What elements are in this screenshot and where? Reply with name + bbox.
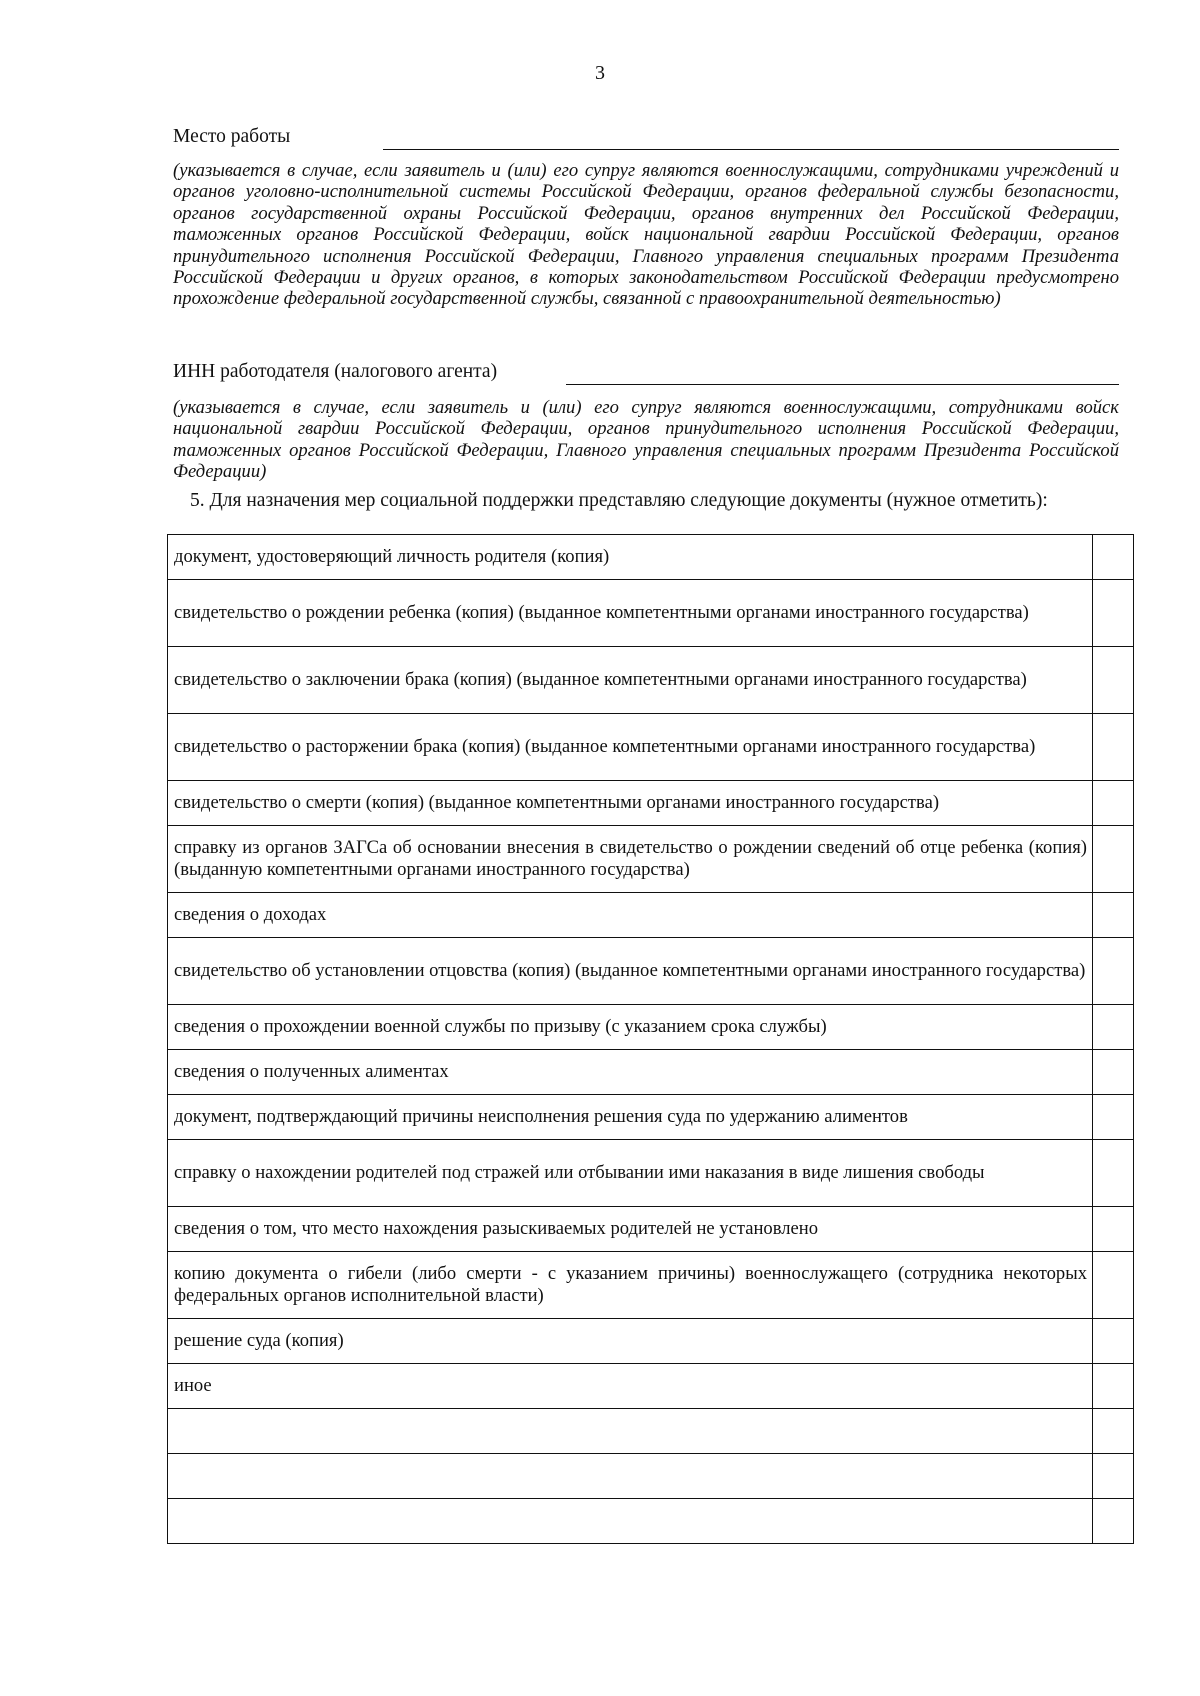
workplace-field[interactable]	[383, 149, 1119, 150]
document-checkbox[interactable]	[1093, 893, 1134, 938]
document-label: сведения о доходах	[168, 893, 1093, 938]
employer-inn-field[interactable]	[566, 384, 1119, 385]
document-row-blank	[168, 1499, 1134, 1544]
document-row	[168, 826, 1134, 893]
document-row	[168, 535, 1134, 580]
document-checkbox[interactable]	[1093, 1050, 1134, 1095]
document-label: свидетельство о рождении ребенка (копия) (выданное компетентными органами иностранного государства)	[168, 580, 1093, 647]
employer-inn-label: ИНН работодателя (налогового агента)	[173, 361, 498, 382]
document-row	[168, 580, 1134, 647]
section5-title: 5. Для назначения мер социальной поддержки представляю следующие документы (нужное отметить):	[190, 490, 1048, 511]
document-checkbox[interactable]	[1093, 1319, 1134, 1364]
employer-inn-note: (указывается в случае, если заявитель и (или) его супруг являются военнослужащими, сотрудниками войск национальной гвардии Российской Федерации, органов принудительного исполнения Российской Федерации, таможенных органов Российской Федерации, Главного управления специальных программ Президента Российской Федерации)	[173, 397, 1119, 483]
document-row	[168, 1319, 1134, 1364]
workplace-note: (указывается в случае, если заявитель и (или) его супруг являются военнослужащими, сотрудниками учреждений и органов уголовно-исполнительной системы Российской Федерации, органов федеральной службы безопасности, органов государственной охраны Российской Федерации, органов внутренних дел Российской Федерации, таможенных органов Российской Федерации, войск национальной гвардии Российской Федерации, органов принудительного исполнения Российской Федерации, Главного управления специальных программ Президента Российской Федерации и других органов, в которых законодательством Российской Федерации предусмотрено прохождение федеральной государственной службы, связанной с правоохранительной деятельностью)	[173, 160, 1119, 310]
document-checkbox[interactable]	[1093, 1140, 1134, 1207]
document-label: справку о нахождении родителей под стражей или отбывании ими наказания в виде лишения свободы	[168, 1140, 1093, 1207]
document-label: сведения о полученных алиментах	[168, 1050, 1093, 1095]
document-checkbox[interactable]	[1093, 938, 1134, 1005]
document-label: копию документа о гибели (либо смерти - с указанием причины) военнослужащего (сотрудника некоторых федеральных органов исполнительной власти)	[168, 1252, 1093, 1319]
document-checkbox[interactable]	[1093, 1207, 1134, 1252]
document-row	[168, 1140, 1134, 1207]
workplace-label: Место работы	[173, 126, 291, 147]
document-checkbox[interactable]	[1093, 826, 1134, 893]
document-label: сведения о том, что место нахождения разыскиваемых родителей не установлено	[168, 1207, 1093, 1252]
document-label: свидетельство о заключении брака (копия) (выданное компетентными органами иностранного государства)	[168, 647, 1093, 714]
document-label: документ, удостоверяющий личность родителя (копия)	[168, 535, 1093, 580]
document-checkbox[interactable]	[1093, 1409, 1134, 1454]
document-row-blank	[168, 1409, 1134, 1454]
document-blank-field[interactable]	[168, 1499, 1093, 1544]
document-row	[168, 781, 1134, 826]
document-row	[168, 1050, 1134, 1095]
document-checkbox[interactable]	[1093, 580, 1134, 647]
documents-table	[167, 534, 1134, 1544]
document-row	[168, 893, 1134, 938]
document-blank-field[interactable]	[168, 1409, 1093, 1454]
document-row	[168, 1207, 1134, 1252]
document-row	[168, 1252, 1134, 1319]
document-row	[168, 714, 1134, 781]
document-label: справку из органов ЗАГСа об основании внесения в свидетельство о рождении сведений об отце ребенка (копия) (выданную компетентными органами иностранного государства)	[168, 826, 1093, 893]
document-label: решение суда (копия)	[168, 1319, 1093, 1364]
document-checkbox[interactable]	[1093, 647, 1134, 714]
document-row	[168, 938, 1134, 1005]
document-checkbox[interactable]	[1093, 1095, 1134, 1140]
document-checkbox[interactable]	[1093, 781, 1134, 826]
document-row	[168, 1364, 1134, 1409]
document-checkbox[interactable]	[1093, 714, 1134, 781]
document-checkbox[interactable]	[1093, 535, 1134, 580]
document-row	[168, 1095, 1134, 1140]
document-label: свидетельство об установлении отцовства (копия) (выданное компетентными органами иностранного государства)	[168, 938, 1093, 1005]
document-checkbox[interactable]	[1093, 1252, 1134, 1319]
document-label: сведения о прохождении военной службы по призыву (с указанием срока службы)	[168, 1005, 1093, 1050]
document-row	[168, 1005, 1134, 1050]
page-number: 3	[595, 62, 605, 84]
document-label: документ, подтверждающий причины неисполнения решения суда по удержанию алиментов	[168, 1095, 1093, 1140]
document-checkbox[interactable]	[1093, 1499, 1134, 1544]
document-row	[168, 647, 1134, 714]
document-label: свидетельство о смерти (копия) (выданное компетентными органами иностранного государства)	[168, 781, 1093, 826]
document-row-blank	[168, 1454, 1134, 1499]
document-checkbox[interactable]	[1093, 1364, 1134, 1409]
document-label: иное	[168, 1364, 1093, 1409]
document-checkbox[interactable]	[1093, 1005, 1134, 1050]
document-checkbox[interactable]	[1093, 1454, 1134, 1499]
document-label: свидетельство о расторжении брака (копия) (выданное компетентными органами иностранного государства)	[168, 714, 1093, 781]
document-blank-field[interactable]	[168, 1454, 1093, 1499]
